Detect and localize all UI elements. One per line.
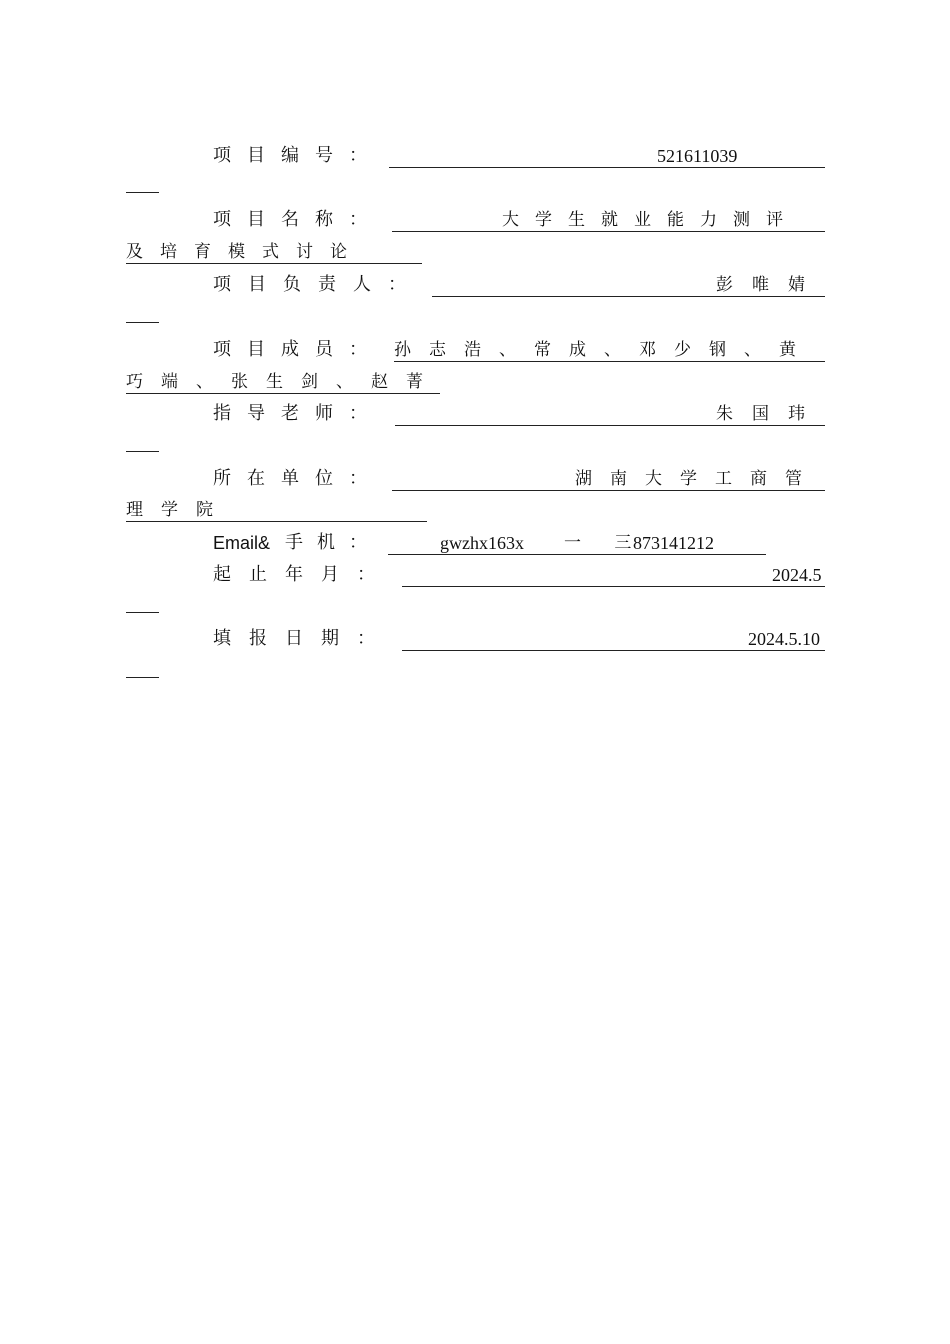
line-stub (126, 192, 159, 193)
advisor-row (0, 401, 950, 427)
period-underline (402, 562, 825, 587)
contact-label-prefix: Email& (213, 533, 271, 553)
project-name-row-cont (0, 239, 950, 265)
project-number-row (0, 143, 950, 169)
advisor-value: 朱国玮 (716, 404, 824, 424)
advisor-label: 指导老师： (213, 403, 383, 424)
project-number-value: 521611039 (657, 146, 738, 166)
period-value: 2024.5 (772, 565, 822, 585)
contact-row (0, 530, 950, 556)
period-label: 起止年月： (213, 564, 393, 585)
unit-value-part2: 理学院 (126, 500, 231, 520)
leader-row (0, 272, 950, 298)
members-row-cont (0, 369, 950, 395)
date-row (0, 626, 950, 652)
contact-phone: 873141212 (633, 533, 714, 553)
date-value: 2024.5.10 (748, 629, 820, 649)
contact-mid: 一 三 (564, 533, 646, 553)
project-name-value-part2: 及培育模式讨论 (126, 242, 364, 262)
members-value-part2: 巧端、张生剑、赵菁 (126, 372, 441, 392)
members-row (0, 337, 950, 363)
contact-label: 手机： (285, 532, 381, 553)
date-label: 填报日期： (213, 628, 393, 649)
line-stub (126, 322, 159, 323)
unit-value-part1: 湖南大学工商管 (575, 469, 820, 489)
contact-email: gwzhx163x (440, 533, 524, 553)
unit-row-cont (0, 497, 950, 523)
project-number-label: 项目编号： (213, 145, 383, 166)
project-name-row (0, 207, 950, 233)
members-value-part1: 孙志浩、常成、邓少钢、黄 (394, 340, 814, 360)
line-stub (126, 451, 159, 452)
leader-label: 项目负责人： (213, 274, 423, 295)
project-name-value-part1: 大学生就业能力测评 (502, 210, 799, 230)
project-name-label: 项目名称： (213, 209, 383, 230)
period-row (0, 562, 950, 588)
line-stub (126, 612, 159, 613)
project-number-underline (389, 143, 825, 168)
unit-label: 所在单位： (213, 468, 383, 489)
unit-row (0, 466, 950, 492)
line-stub (126, 677, 159, 678)
leader-value: 彭唯婧 (716, 275, 824, 295)
members-label: 项目成员： (213, 339, 383, 360)
